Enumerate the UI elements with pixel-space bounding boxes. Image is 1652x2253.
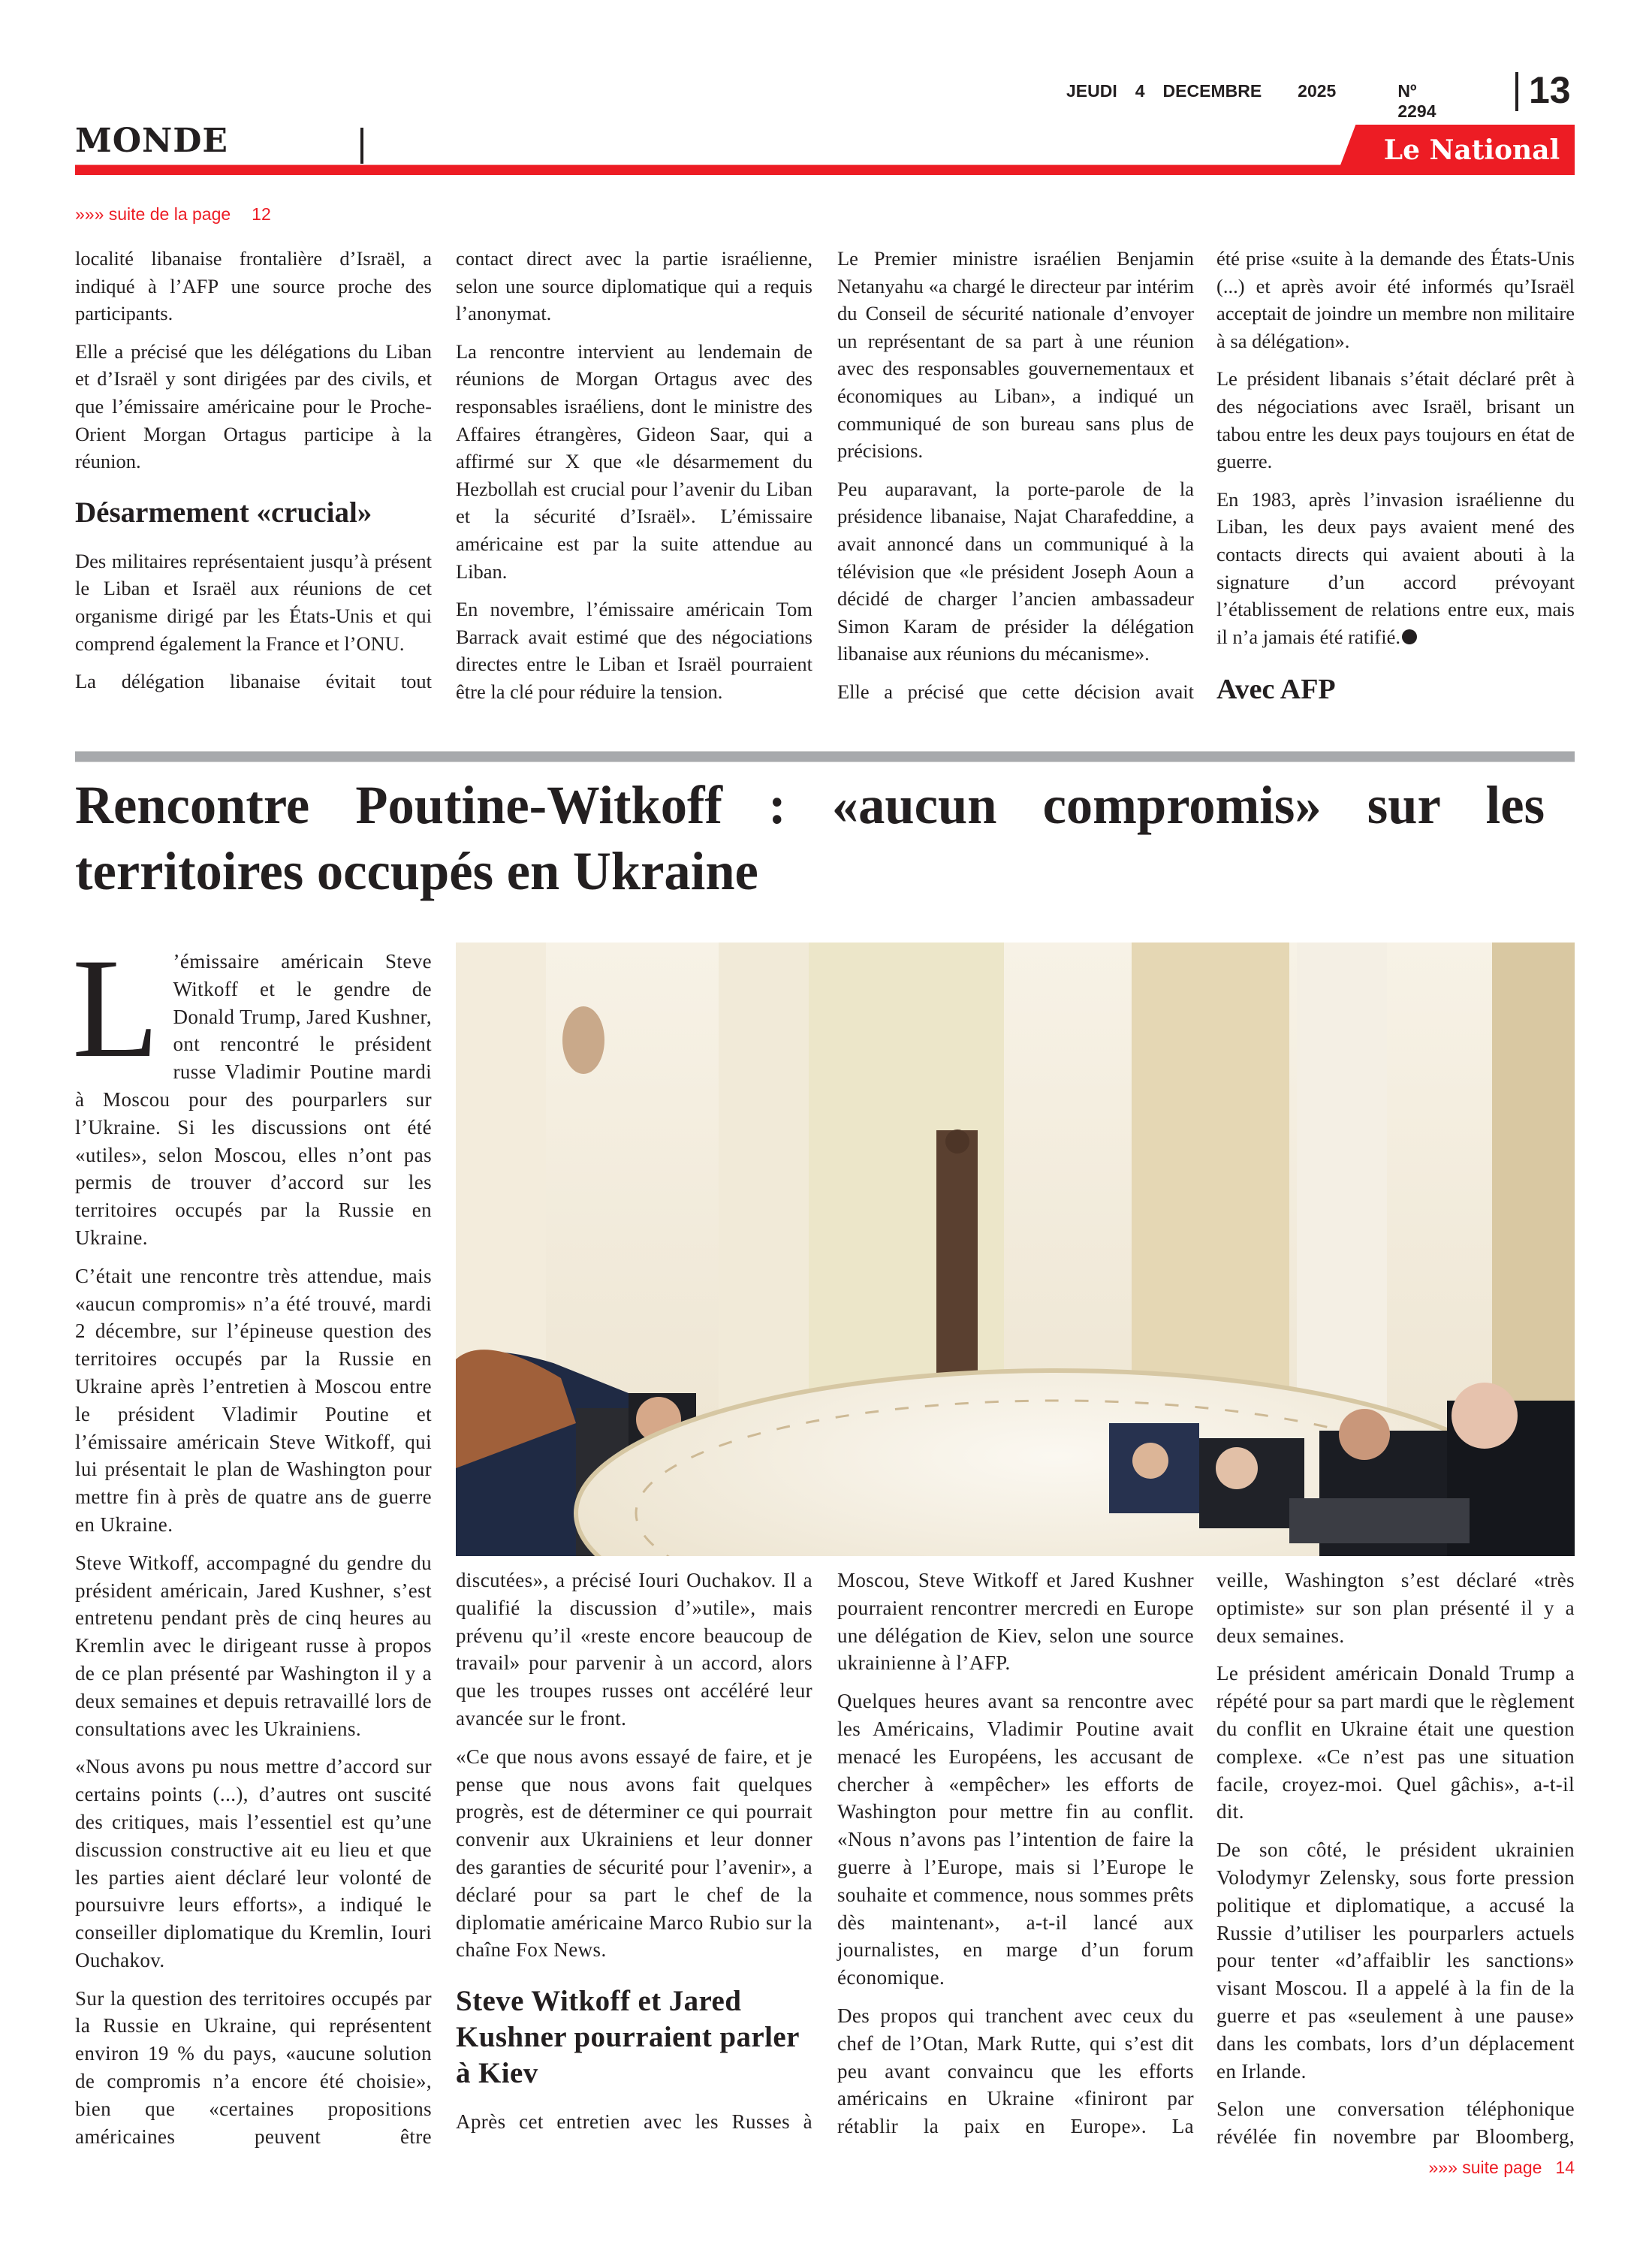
paragraph: Peu auparavant, la porte-parole de la présidence libanaise, Najat Charafeddine, a avait annoncé dans un communiqué à la télévision que «le président Joseph Aoun a décidé de charger l’ancien ambassadeur Simon Karam de présider la délégation libanaise aux réunions du mécanisme». bbox=[837, 477, 1194, 665]
paragraph: C’était une rencontre très attendue, mais «aucun compromis» n’a été trouvé, mardi 2 décembre, sur l’épineuse question des territoires occupés par la Russie en Ukraine après l’entretien à Moscou entre le président Vladimir Poutine et l’émissaire américain Steve Witkoff, qui lui présentait le plan de Washington pour mettre fin à près de quatre ans de guerre en Ukraine. bbox=[75, 1264, 432, 1536]
page-number: 13 bbox=[1529, 69, 1571, 111]
paragraph: Le Premier ministre israélien Benjamin Netanyahu «a chargé le directeur par intérim du Conseil de sécurité nationale d’envoyer un représentant de sa part à une réunion avec des responsables gouvernementaux et économiques au Liban», a indiqué un communiqué de son bureau sans plus de précisions. bbox=[837, 247, 1194, 463]
paragraph: La délégation libanaise évitait tout bbox=[75, 670, 432, 693]
paragraph: Des militaires représentaient jusqu’à présent le Liban et Israël aux réunions de cet organisme dirigé par les États-Unis et qui comprend également la France et l’ONU. bbox=[75, 549, 432, 655]
page-number-divider bbox=[1515, 72, 1518, 111]
paragraph: Des propos qui tranchent avec ceux du chef de l’Otan, Mark Rutte, qui s’est dit peu avant convaincu que les efforts américains en Ukraine «finiront par rétablir la paix en Europe». La bbox=[837, 2004, 1194, 2138]
paragraph: discutées», a précisé Iouri Ouchakov. Il a qualifié la discussion d’»utile», mais prévenu qu’il «reste encore beaucoup de travail» pour parvenir à un accord, alors que les troupes russes ont accéléré leur avancée sur le front. bbox=[456, 1569, 812, 1730]
continued-from-page: 12 bbox=[252, 204, 271, 224]
dateline-day: JEUDI bbox=[1066, 81, 1117, 101]
paragraph: Après cet entretien avec les Russes à bbox=[456, 2110, 812, 2134]
paragraph: «Ce que nous avons essayé de faire, et je pense que nous avons fait quelques progrès, est de déterminer ce qui pourrait convenir aux Ukrainiens et leur donner des garanties de sécurité pour l’avenir», a déclaré pour sa part le chef de la diplomatie américaine Marco Rubio sur la chaîne Fox News. bbox=[456, 1745, 812, 1962]
brand-logo: Le National bbox=[1383, 134, 1560, 166]
dateline-month: DECEMBRE bbox=[1162, 81, 1262, 101]
end-of-article-icon bbox=[1402, 629, 1417, 644]
paragraph: Selon une conversation téléphonique révélée fin novembre par Bloomberg, bbox=[1216, 2098, 1575, 2149]
section-divider bbox=[360, 128, 363, 164]
paragraph bbox=[1216, 486, 1575, 651]
paragraph: Elle a précisé que les délégations du Liban et d’Israël y sont dirigées par des civils, et que l’émissaire américaine pour le Proche-Orient Morgan Ortagus participe à la réunion. bbox=[75, 339, 432, 473]
paragraph: localité libanaise frontalière d’Israël, a indiqué à l’AFP une source proche des participants. bbox=[75, 247, 432, 325]
dateline-date: 4 bbox=[1135, 81, 1145, 101]
drop-cap: L bbox=[72, 930, 160, 1087]
paragraph: Le président libanais s’était déclaré prêt à des négociations avec Israël, brisant un tabou entre les deux pays toujours en état de guerre. bbox=[1216, 367, 1575, 473]
issue-number: Nº 2294 bbox=[1397, 81, 1436, 121]
continued-to[interactable] bbox=[1404, 2158, 1575, 2178]
top-article-column-1 bbox=[75, 245, 432, 706]
main-article-column-1 bbox=[72, 930, 432, 2161]
main-article-column-2 bbox=[456, 1567, 812, 2146]
byline: Avec AFP bbox=[1216, 674, 1336, 706]
paragraph: Sur la question des territoires occupés par la Russie en Ukraine, qui représentent environ 19 % du pays, «aucune solution de compromis n’a encore été choisie», bien que «certaines propositions américaines peuvent être bbox=[75, 1986, 432, 2148]
top-article-column-4 bbox=[1216, 245, 1575, 704]
paragraph: Le président américain Donald Trump a répété pour sa part mardi que le règlement du conflit en Ukraine était une question complexe. «Ce n’est pas une situation facile, croyez-moi. Quel gâchis», a-t-il dit. bbox=[1216, 1662, 1575, 1823]
paragraph: En novembre, l’émissaire américain Tom Barrack avait estimé que des négociations directes entre le Liban et Israël pourraient être la clé pour réduire la tension. bbox=[456, 598, 812, 703]
article-separator bbox=[75, 751, 1575, 762]
main-article-column-3 bbox=[837, 1567, 1194, 2151]
continued-to-label: »»» suite page bbox=[1428, 2158, 1542, 2177]
continued-to-page: 14 bbox=[1555, 2158, 1575, 2177]
paragraph: Quelques heures avant sa rencontre avec les Américains, Vladimir Poutine avait menacé les Européens, les accusant de chercher à «empêcher» les efforts de Washington pour mettre fin au conflit. «Nous n’avons pas l’intention de faire la guerre à l’Europe, mais si l’Europe le souhaite et commence, nous sommes prêts dès maintenant», a-t-il lancé aux journalistes, en marge d’un forum économique. bbox=[837, 1690, 1194, 1989]
paragraph: veille, Washington s’est déclaré «très optimiste» sur son plan présenté il y a deux semaines. bbox=[1216, 1569, 1575, 1647]
subheading: Désarmement «crucial» bbox=[75, 496, 372, 529]
continued-from-label: »»» suite de la page bbox=[75, 204, 231, 224]
paragraph: Moscou, Steve Witkoff et Jared Kushner pourraient rencontrer mercredi en Europe une délégation de Kiev, selon une source ukrainienne à l’AFP. bbox=[837, 1569, 1194, 1675]
main-headline: Rencontre Poutine-Witkoff : «aucun compromis» sur les territoires occupés en Ukraine bbox=[75, 775, 1545, 901]
top-article-column-3 bbox=[837, 245, 1194, 716]
dateline-year: 2025 bbox=[1298, 81, 1337, 101]
paragraph: Elle a précisé que cette décision avait bbox=[837, 680, 1194, 703]
lead-text: ’émissaire américain Steve Witkoff et le gendre de Donald Trump, Jared Kushner, ont rencontré le président russe Vladimir Poutine mardi à Moscou pour des pourparlers sur l’Ukraine. Si les discussions ont été «utiles», selon Moscou, elles n’ont pas permis de trouver d’accord sur les territoires occupés par la Russie en Ukraine. bbox=[75, 950, 432, 1249]
top-article-column-2 bbox=[456, 245, 812, 716]
continued-from[interactable] bbox=[75, 204, 271, 225]
paragraph: Steve Witkoff, accompagné du gendre du président américain, Jared Kushner, s’est entretenu pendant près de cinq heures au Kremlin avec le dirigeant russe à propos de ce plan présenté par Washington il y a deux semaines et depuis retravaillé lors de consultations avec les Ukrainiens. bbox=[75, 1551, 432, 1740]
lead-paragraph bbox=[72, 930, 432, 1252]
dateline bbox=[1066, 81, 1436, 122]
section-title: MONDE bbox=[75, 122, 228, 160]
paragraph-text: En 1983, après l’invasion israélienne du Liban, les deux pays avaient mené des contacts directs qui avaient abouti à la signature d’un accord prévoyant l’établissement de relations entre eux, mais il n’a jamais été ratifié. bbox=[1216, 487, 1575, 648]
paragraph: «Nous avons pu nous mettre d’accord sur certains points (...), d’autres ont suscité des critiques, mais l’essentiel est qu’une discussion constructive ait eu lieu et que les parties aient déclaré leur volonté de poursuivre leurs efforts», a indiqué le conseiller diplomatique du Kremlin, Iouri Ouchakov. bbox=[75, 1755, 432, 1971]
paragraph: contact direct avec la partie israélienne, selon une source diplomatique qui a requis l’anonymat. bbox=[456, 247, 812, 325]
subheading: Steve Witkoff et Jared Kushner pourraient parler à Kiev bbox=[456, 1985, 800, 2090]
paragraph: été prise «suite à la demande des États-Unis (...) et après avoir été informés qu’Israël acceptait de joindre un membre non militaire à sa délégation». bbox=[1216, 247, 1575, 352]
paragraph: La rencontre intervient au lendemain de réunions de Morgan Ortagus avec des responsables israéliens, dont le ministre des Affaires étrangères, Gideon Saar, qui a affirmé sur X que «le désarmement du Hezbollah est crucial pour l’avenir du Liban et la sécurité d’Israël». L’émissaire américaine est par la suite attendue au Liban. bbox=[456, 339, 812, 583]
main-article-column-4 bbox=[1216, 1567, 1575, 2161]
paragraph: De son côté, le président ukrainien Volodymyr Zelensky, sous forte pression politique et diplomatique, a accusé la Russie d’utiliser les pourparlers actuels pour tenter «d’affaiblir les sanctions» visant Moscou. Il a appelé à la fin de la guerre et pas «seulement à une pause» dans les combats, lors d’un déplacement en Irlande. bbox=[1216, 1838, 1575, 2083]
meeting-photo-illustration bbox=[456, 943, 1575, 1556]
article-photo bbox=[456, 943, 1575, 1556]
